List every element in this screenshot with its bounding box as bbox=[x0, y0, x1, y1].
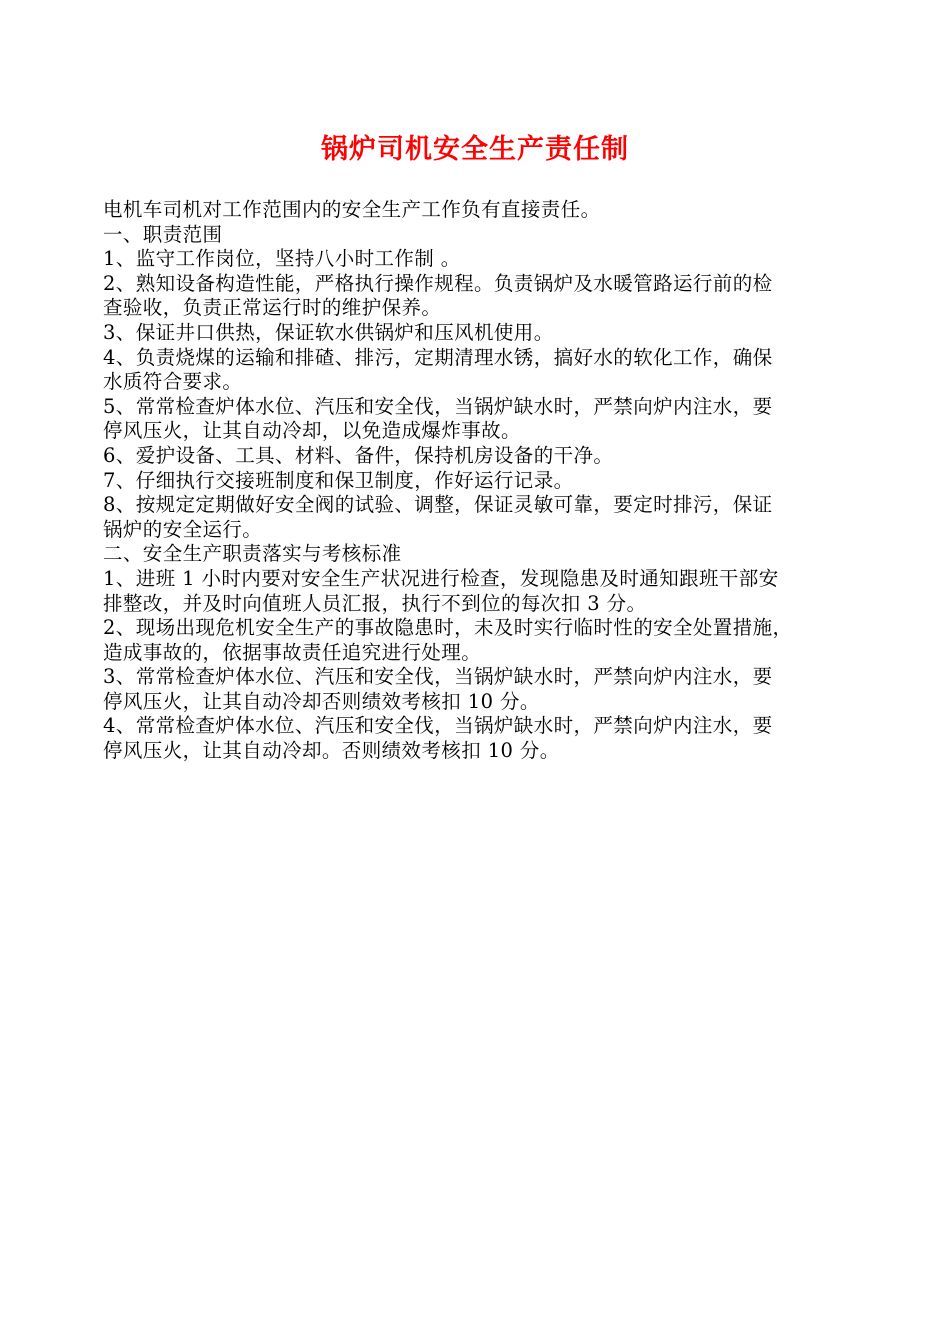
duty-item-1: 1、监守工作岗位，坚持八小时工作制 。 bbox=[103, 247, 461, 271]
duty-item-5-line-2: 停风压火，让其自动冷却，以免造成爆炸事故。 bbox=[103, 419, 521, 443]
duty-item-2-line-2: 查验收，负责正常运行时的维护保养。 bbox=[103, 296, 442, 320]
standard-item-3-line-1: 3、常常检查炉体水位、汽压和安全伐，当锅炉缺水时，严禁向炉内注水，要 bbox=[103, 665, 773, 689]
duty-item-3: 3、保证井口供热，保证软水供锅炉和压风机使用。 bbox=[103, 320, 554, 344]
section-heading-2: 二、安全生产职责落实与考核标准 bbox=[103, 542, 402, 566]
duty-item-6: 6、爱护设备、工具、材料、备件，保持机房设备的干净。 bbox=[103, 443, 614, 467]
duty-item-8-line-1: 8、按规定定期做好安全阀的试验、调整，保证灵敏可靠，要定时排污，保证 bbox=[103, 493, 773, 517]
standard-item-4-line-2: 停风压火，让其自动冷却。否则绩效考核扣 10 分。 bbox=[103, 739, 560, 763]
standard-item-4-line-1: 4、常常检查炉体水位、汽压和安全伐，当锅炉缺水时，严禁向炉内注水，要 bbox=[103, 714, 773, 738]
document-body bbox=[103, 198, 863, 764]
standard-item-2-line-1: 2、现场出现危机安全生产的事故隐患时，未及时实行临时性的安全处置措施， bbox=[103, 616, 793, 640]
standard-item-3-line-2: 停风压火，让其自动冷却否则绩效考核扣 10 分。 bbox=[103, 689, 540, 713]
standard-item-1-line-1: 1、进班 1 小时内要对安全生产状况进行检查，发现隐患及时通知跟班干部安 bbox=[103, 566, 779, 590]
section-heading-1: 一、职责范围 bbox=[103, 222, 223, 246]
duty-item-4-line-2: 水质符合要求。 bbox=[103, 370, 243, 394]
duty-item-2-line-1: 2、熟知设备构造性能，严格执行操作规程。负责锅炉及水暖管路运行前的检 bbox=[103, 271, 773, 295]
intro-line: 电机车司机对工作范围内的安全生产工作负有直接责任。 bbox=[103, 198, 601, 221]
duty-item-7: 7、仔细执行交接班制度和保卫制度，作好运行记录。 bbox=[103, 468, 574, 492]
duty-item-8-line-2: 锅炉的安全运行。 bbox=[103, 517, 263, 541]
duty-item-4-line-1: 4、负责烧煤的运输和排碴、排污，定期清理水锈，搞好水的软化工作，确保 bbox=[103, 345, 773, 369]
standard-item-1-line-2: 排整改，并及时向值班人员汇报，执行不到位的每次扣 3 分。 bbox=[103, 591, 647, 615]
document-title: 锅炉司机安全生产责任制 bbox=[321, 134, 629, 165]
duty-item-5-line-1: 5、常常检查炉体水位、汽压和安全伐，当锅炉缺水时，严禁向炉内注水，要 bbox=[103, 394, 773, 418]
standard-item-2-line-2: 造成事故的，依据事故责任追究进行处理。 bbox=[103, 640, 482, 664]
